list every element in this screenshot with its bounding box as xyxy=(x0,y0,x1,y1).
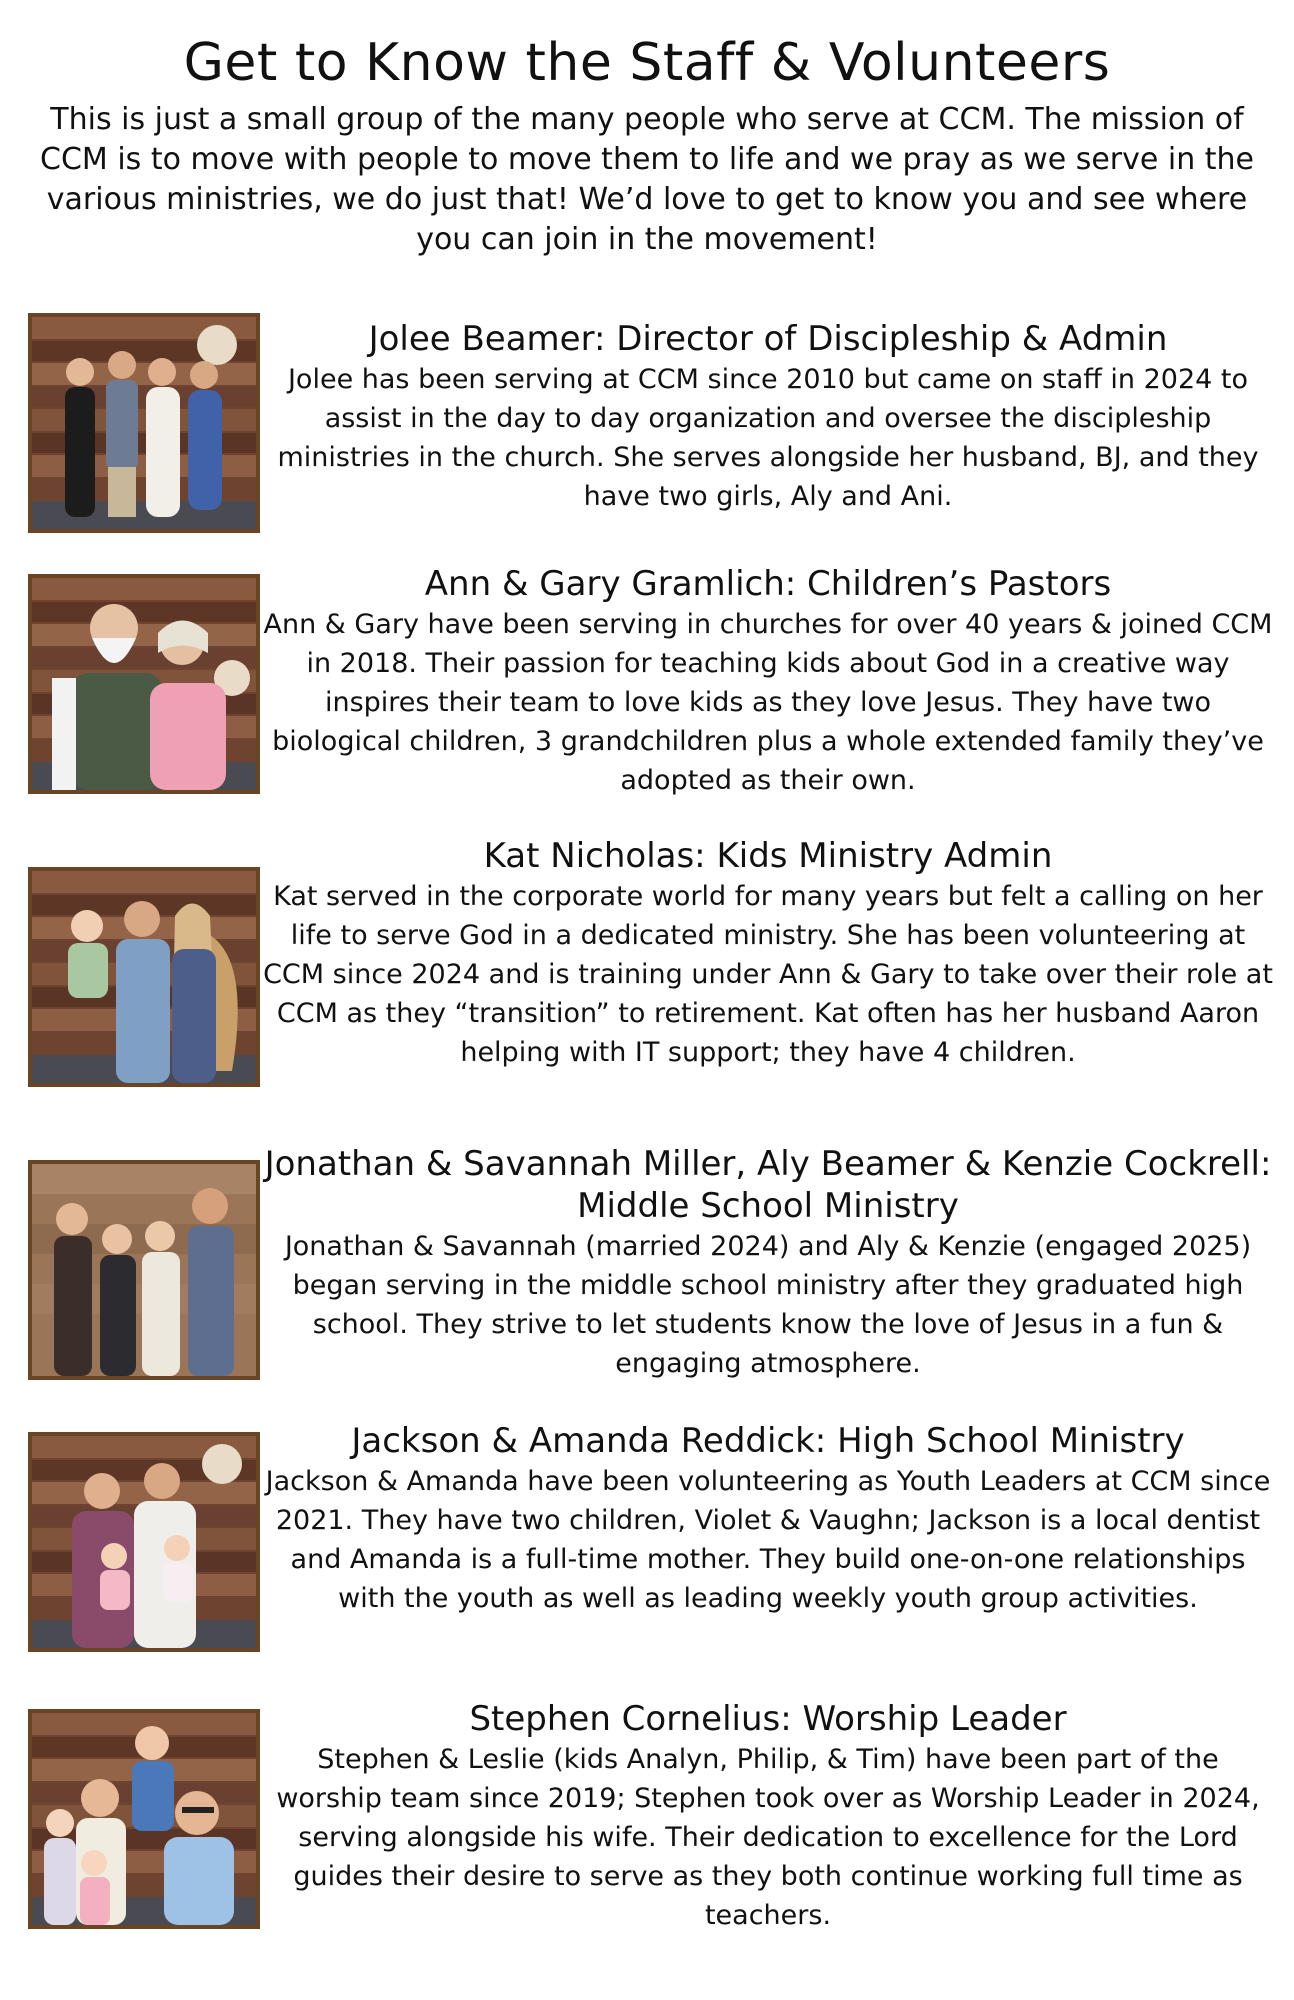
staff-description: Jonathan & Savannah (married 2024) and Aly & Kenzie (engaged 2025) began serving in the middle school ministry after they graduated high school. They strive to let students know the love of Jesus in a fun & engaging atmosphere. xyxy=(284,1231,1252,1379)
staff-photo xyxy=(28,1160,260,1380)
staff-entry xyxy=(262,318,1274,516)
staff-description: Jackson & Amanda have been volunteering as Youth Leaders at CCM since 2021. They have two children, Violet & Vaughn; Jackson is a local dentist and Amanda is a full-time mother. They build one-on-one relationships with the youth as well as leading weekly youth group activities. xyxy=(265,1466,1271,1614)
staff-description: Jolee has been serving at CCM since 2010 but came on staff in 2024 to assist in the day to day organization and oversee the discipleship ministries in the church. She serves alongside her husband, BJ, and they have two girls, Aly and Ani. xyxy=(277,364,1259,512)
staff-name: Ann & Gary Gramlich: Children’s Pastors xyxy=(424,564,1112,604)
staff-name: Jackson & Amanda Reddick: High School Ministry xyxy=(351,1421,1185,1461)
staff-photo xyxy=(28,1709,260,1929)
staff-name: Stephen Cornelius: Worship Leader xyxy=(469,1699,1067,1739)
staff-entry xyxy=(262,835,1274,1072)
staff-photo xyxy=(28,313,260,533)
page-title: Get to Know the Staff & Volunteers xyxy=(183,33,1111,93)
staff-entry xyxy=(262,1698,1274,1935)
staff-description: Kat served in the corporate world for many years but felt a calling on her life to serve God in a dedicated ministry. She has been volunteering at CCM since 2024 and is training under Ann & Gary to take over their role at CCM as they “transition” to retirement. Kat often has her husband Aaron helping with IT support; they have 4 children. xyxy=(263,881,1273,1068)
staff-name: Jonathan & Savannah Miller, Aly Beamer & Kenzie Cockrell: Middle School Ministry xyxy=(264,1144,1272,1226)
staff-name: Jolee Beamer: Director of Discipleship & Admin xyxy=(368,319,1168,359)
staff-entry xyxy=(262,1143,1274,1383)
intro-text: This is just a small group of the many people who serve at CCM. The mission of CCM is to move with people to move them to life and we pray as we serve in the various ministries, we do just that! We’d love to get to know you and see where you can join in the movement! xyxy=(40,102,1254,257)
staff-name: Kat Nicholas: Kids Ministry Admin xyxy=(483,836,1053,876)
staff-entry xyxy=(262,563,1274,800)
staff-entry xyxy=(262,1420,1274,1618)
staff-photo xyxy=(28,1432,260,1652)
staff-photo xyxy=(28,867,260,1087)
staff-description: Stephen & Leslie (kids Analyn, Philip, & Tim) have been part of the worship team since 2019; Stephen took over as Worship Leader in 2024, serving alongside his wife. Their dedication to excellence for the Lord guides their desire to serve as they both continue working full time as teachers. xyxy=(276,1744,1260,1931)
staff-photo xyxy=(28,574,260,794)
staff-description: Ann & Gary have been serving in churches for over 40 years & joined CCM in 2018. Their passion for teaching kids about God in a creative way inspires their team to love kids as they love Jesus. They have two biological children, 3 grandchildren plus a whole extended family they’ve adopted as their own. xyxy=(263,609,1273,796)
